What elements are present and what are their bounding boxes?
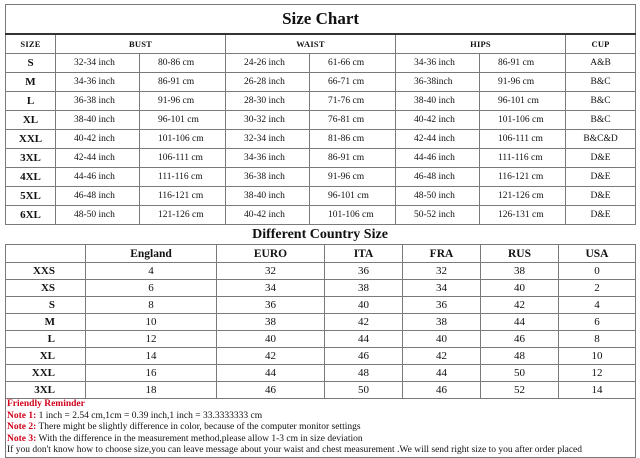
hips-cm-cell: 116-121 cm — [480, 168, 566, 187]
country-chart-table — [5, 244, 636, 399]
bust-cm-cell: 106-111 cm — [140, 149, 226, 168]
size-row — [6, 168, 636, 187]
hips-inch-cell: 36-38inch — [396, 73, 480, 92]
country-value-cell: 10 — [86, 314, 217, 331]
country-value-cell: 38 — [481, 263, 559, 280]
size-row — [6, 187, 636, 206]
note-label: Note 1: — [7, 410, 37, 421]
country-value-cell: 42 — [481, 297, 559, 314]
country-value-cell: 32 — [403, 263, 481, 280]
country-value-cell: 50 — [325, 382, 403, 399]
country-value-cell: 44 — [481, 314, 559, 331]
country-header-rus: RUS — [481, 245, 559, 263]
hips-cm-cell: 111-116 cm — [480, 149, 566, 168]
country-value-cell: 32 — [217, 263, 325, 280]
country-value-cell: 40 — [403, 331, 481, 348]
size-label: XXL — [6, 130, 56, 149]
country-chart-body — [6, 263, 636, 399]
country-value-cell: 12 — [86, 331, 217, 348]
waist-cm-cell: 86-91 cm — [310, 149, 396, 168]
hips-inch-cell: 42-44 inch — [396, 130, 480, 149]
country-value-cell: 46 — [481, 331, 559, 348]
hips-cm-cell: 126-131 cm — [480, 206, 566, 225]
bust-inch-cell: 48-50 inch — [56, 206, 140, 225]
country-row — [6, 348, 636, 365]
waist-inch-cell: 34-36 inch — [226, 149, 310, 168]
note-line — [7, 434, 635, 446]
country-size-label: S — [6, 297, 86, 314]
cup-cell: B&C — [566, 111, 636, 130]
country-value-cell: 10 — [559, 348, 636, 365]
country-value-cell: 46 — [217, 382, 325, 399]
note-label: Note 3: — [7, 433, 37, 444]
hips-inch-cell: 34-36 inch — [396, 54, 480, 73]
country-value-cell: 34 — [217, 280, 325, 297]
country-row — [6, 297, 636, 314]
cup-cell: D&E — [566, 187, 636, 206]
country-value-cell: 44 — [217, 365, 325, 382]
country-size-label: M — [6, 314, 86, 331]
size-label: 5XL — [6, 187, 56, 206]
size-row — [6, 92, 636, 111]
country-value-cell: 2 — [559, 280, 636, 297]
hips-cm-cell: 86-91 cm — [480, 54, 566, 73]
header-bust: BUST — [56, 34, 226, 54]
bust-inch-cell: 36-38 inch — [56, 92, 140, 111]
header-size: SIZE — [6, 34, 56, 54]
country-header-corner — [6, 245, 86, 263]
waist-cm-cell: 96-101 cm — [310, 187, 396, 206]
country-value-cell: 38 — [325, 280, 403, 297]
country-value-cell: 12 — [559, 365, 636, 382]
hips-cm-cell: 101-106 cm — [480, 111, 566, 130]
size-row — [6, 130, 636, 149]
note-text: 1 inch = 2.54 cm,1cm = 0.39 inch,1 inch = 33.3333333 cm — [38, 410, 263, 421]
size-chart-table — [5, 4, 636, 225]
note-label: Note 2: — [7, 422, 37, 432]
country-value-cell: 0 — [559, 263, 636, 280]
country-value-cell: 14 — [86, 348, 217, 365]
country-header-ita: ITA — [325, 245, 403, 263]
size-row — [6, 149, 636, 168]
country-value-cell: 16 — [86, 365, 217, 382]
friendly-reminder: Friendly Reminder — [7, 399, 85, 409]
country-size-label: XL — [6, 348, 86, 365]
cup-cell: D&E — [566, 168, 636, 187]
country-value-cell: 4 — [86, 263, 217, 280]
bust-inch-cell: 32-34 inch — [56, 54, 140, 73]
bust-cm-cell: 91-96 cm — [140, 92, 226, 111]
bust-cm-cell: 121-126 cm — [140, 206, 226, 225]
bust-cm-cell: 86-91 cm — [140, 73, 226, 92]
notes-box — [5, 399, 636, 458]
country-value-cell: 36 — [217, 297, 325, 314]
country-value-cell: 36 — [403, 297, 481, 314]
waist-inch-cell: 30-32 inch — [226, 111, 310, 130]
bust-cm-cell: 101-106 cm — [140, 130, 226, 149]
waist-inch-cell: 38-40 inch — [226, 187, 310, 206]
waist-cm-cell: 81-86 cm — [310, 130, 396, 149]
country-value-cell: 40 — [325, 297, 403, 314]
size-chart-title: Size Chart — [6, 5, 636, 35]
cup-cell: B&C — [566, 73, 636, 92]
note-list — [7, 411, 635, 446]
country-value-cell: 4 — [559, 297, 636, 314]
hips-cm-cell: 106-111 cm — [480, 130, 566, 149]
country-value-cell: 34 — [403, 280, 481, 297]
header-waist: WAIST — [226, 34, 396, 54]
size-label: 4XL — [6, 168, 56, 187]
hips-cm-cell: 91-96 cm — [480, 73, 566, 92]
country-row — [6, 263, 636, 280]
country-header-usa: USA — [559, 245, 636, 263]
country-row — [6, 280, 636, 297]
country-value-cell: 14 — [559, 382, 636, 399]
hips-inch-cell: 46-48 inch — [396, 168, 480, 187]
country-value-cell: 18 — [86, 382, 217, 399]
waist-cm-cell: 101-106 cm — [310, 206, 396, 225]
country-size-label: XXS — [6, 263, 86, 280]
bust-cm-cell: 111-116 cm — [140, 168, 226, 187]
country-value-cell: 44 — [403, 365, 481, 382]
country-value-cell: 40 — [217, 331, 325, 348]
country-value-cell: 8 — [86, 297, 217, 314]
size-label: XL — [6, 111, 56, 130]
waist-inch-cell: 28-30 inch — [226, 92, 310, 111]
bust-inch-cell: 42-44 inch — [56, 149, 140, 168]
header-hips: HIPS — [396, 34, 566, 54]
hips-inch-cell: 50-52 inch — [396, 206, 480, 225]
country-size-label: L — [6, 331, 86, 348]
bust-inch-cell: 38-40 inch — [56, 111, 140, 130]
cup-cell: B&C&D — [566, 130, 636, 149]
country-value-cell: 48 — [481, 348, 559, 365]
country-value-cell: 42 — [325, 314, 403, 331]
bust-inch-cell: 34-36 inch — [56, 73, 140, 92]
waist-cm-cell: 61-66 cm — [310, 54, 396, 73]
bust-cm-cell: 116-121 cm — [140, 187, 226, 206]
country-value-cell: 6 — [559, 314, 636, 331]
waist-cm-cell: 76-81 cm — [310, 111, 396, 130]
header-cup: CUP — [566, 34, 636, 54]
bust-cm-cell: 80-86 cm — [140, 54, 226, 73]
note-text: There might be slightly difference in color, because of the computer monitor settings — [38, 422, 361, 432]
country-value-cell: 50 — [481, 365, 559, 382]
hips-inch-cell: 38-40 inch — [396, 92, 480, 111]
country-value-cell: 46 — [325, 348, 403, 365]
size-label: M — [6, 73, 56, 92]
hips-inch-cell: 48-50 inch — [396, 187, 480, 206]
waist-inch-cell: 32-34 inch — [226, 130, 310, 149]
size-label: L — [6, 92, 56, 111]
waist-inch-cell: 26-28 inch — [226, 73, 310, 92]
cup-cell: D&E — [566, 149, 636, 168]
country-value-cell: 46 — [403, 382, 481, 399]
country-row — [6, 365, 636, 382]
size-label: S — [6, 54, 56, 73]
country-size-label: XS — [6, 280, 86, 297]
waist-inch-cell: 36-38 inch — [226, 168, 310, 187]
waist-cm-cell: 91-96 cm — [310, 168, 396, 187]
country-size-label: 3XL — [6, 382, 86, 399]
size-row — [6, 54, 636, 73]
hips-cm-cell: 121-126 cm — [480, 187, 566, 206]
hips-inch-cell: 40-42 inch — [396, 111, 480, 130]
waist-inch-cell: 40-42 inch — [226, 206, 310, 225]
size-label: 3XL — [6, 149, 56, 168]
country-value-cell: 42 — [403, 348, 481, 365]
bust-inch-cell: 46-48 inch — [56, 187, 140, 206]
waist-cm-cell: 66-71 cm — [310, 73, 396, 92]
notes-footer: If you don't know how to choose size,you can leave message about your waist and chest measurement .We will send right size to you after order placed — [7, 445, 582, 455]
country-value-cell: 44 — [325, 331, 403, 348]
size-row — [6, 206, 636, 225]
note-text: With the difference in the measurement method,please allow 1-3 cm in size deviation — [38, 433, 363, 444]
bust-inch-cell: 44-46 inch — [56, 168, 140, 187]
country-value-cell: 36 — [325, 263, 403, 280]
waist-cm-cell: 71-76 cm — [310, 92, 396, 111]
size-row — [6, 111, 636, 130]
country-value-cell: 6 — [86, 280, 217, 297]
country-header-row — [6, 245, 636, 263]
hips-inch-cell: 44-46 inch — [396, 149, 480, 168]
country-value-cell: 48 — [325, 365, 403, 382]
country-value-cell: 38 — [217, 314, 325, 331]
country-value-cell: 42 — [217, 348, 325, 365]
cup-cell: B&C — [566, 92, 636, 111]
waist-inch-cell: 24-26 inch — [226, 54, 310, 73]
country-row — [6, 382, 636, 399]
country-row — [6, 331, 636, 348]
bust-inch-cell: 40-42 inch — [56, 130, 140, 149]
country-header-euro: EURO — [217, 245, 325, 263]
country-header-england: England — [86, 245, 217, 263]
country-value-cell: 38 — [403, 314, 481, 331]
size-row — [6, 73, 636, 92]
bust-cm-cell: 96-101 cm — [140, 111, 226, 130]
note-line — [7, 422, 635, 434]
size-guide — [5, 4, 635, 458]
country-value-cell: 52 — [481, 382, 559, 399]
country-value-cell: 8 — [559, 331, 636, 348]
size-chart-body — [6, 54, 636, 225]
cup-cell: A&B — [566, 54, 636, 73]
country-value-cell: 40 — [481, 280, 559, 297]
cup-cell: D&E — [566, 206, 636, 225]
size-label: 6XL — [6, 206, 56, 225]
note-line — [7, 411, 635, 423]
country-size-label: XXL — [6, 365, 86, 382]
country-row — [6, 314, 636, 331]
country-header-fra: FRA — [403, 245, 481, 263]
hips-cm-cell: 96-101 cm — [480, 92, 566, 111]
country-chart-title: Different Country Size — [252, 227, 388, 242]
